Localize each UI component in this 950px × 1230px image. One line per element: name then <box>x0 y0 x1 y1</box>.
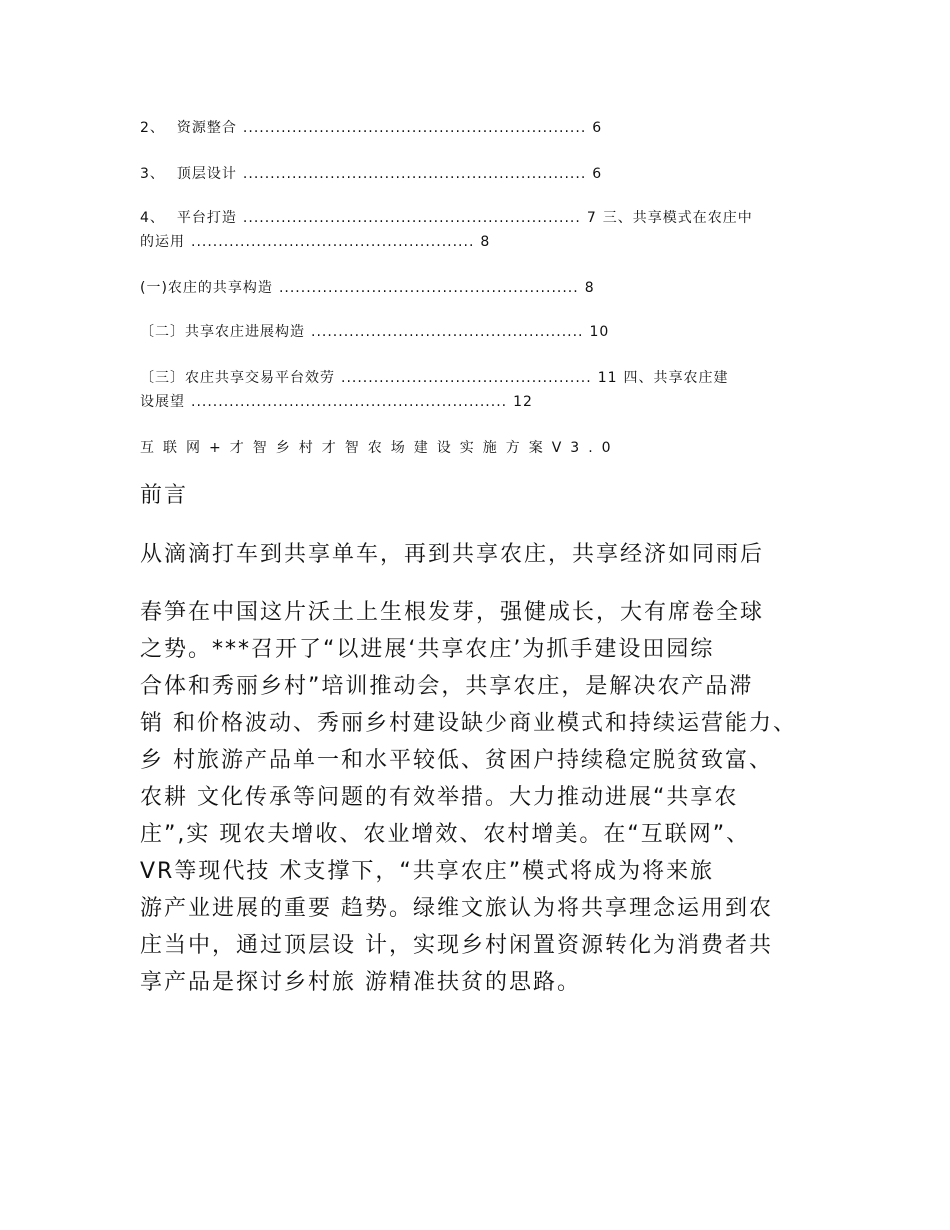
paragraph-line: 乡 村旅游产品单一和水平较低、贫困户持续稳定脱贫致富、 <box>140 748 773 773</box>
paragraph-line: VR等现代技 术支撑下，“共享农庄”模式将成为将来旅 <box>140 859 715 884</box>
toc-entry-number: 4、 <box>140 210 165 226</box>
paragraph-line: 销 和价格波动、秀丽乡村建设缺少商业模式和持续运营能力、 <box>140 711 797 736</box>
toc-entry-continuation: 三、共享模式在农庄中 <box>602 210 753 226</box>
toc-entry-page: 8 <box>480 234 491 250</box>
toc-entry-continuation: 四、共享农庄建 <box>623 370 729 386</box>
preface-first-line: 从滴滴打车到共享单车，再到共享农庄，共享经济如同雨后 <box>140 542 765 567</box>
toc-entry[interactable] <box>140 116 602 140</box>
toc-entry-number: 2、 <box>140 120 165 136</box>
toc-dot-leader: .................................................. <box>311 324 584 340</box>
toc-entry-page: 10 <box>589 324 610 340</box>
toc-entry[interactable] <box>140 206 753 230</box>
toc-entry-page: 11 <box>597 370 618 386</box>
toc-entry-page: 7 <box>586 210 597 226</box>
toc-entry[interactable] <box>140 320 609 344</box>
toc-entry-page: 12 <box>513 394 533 410</box>
toc-entry-title: 〔二〕共享农庄进展构造 <box>140 324 305 340</box>
toc-dot-leader: .................................................... <box>191 234 475 250</box>
toc-dot-leader: ....................................................... <box>278 280 579 296</box>
toc-entry-title: 设展望 <box>140 394 185 410</box>
toc-entry-page: 6 <box>592 166 603 182</box>
toc-dot-leader: ............................................................... <box>242 120 587 136</box>
paragraph-line: 之势。***召开了“以进展‘共享农庄’为抓手建设田园综 <box>140 637 715 662</box>
preface-heading: 前言 <box>140 483 189 508</box>
toc-entry-page: 6 <box>592 120 603 136</box>
toc-entry-page: 8 <box>584 280 595 296</box>
document-title: 互联网+才智乡村才智农场建设实施方案V3.0 <box>140 440 620 456</box>
toc-entry[interactable] <box>140 366 729 390</box>
paragraph-line: 庄当中，通过顶层设 计，实现乡村闲置资源转化为消费者共 <box>140 933 773 958</box>
toc-entry-number: 3、 <box>140 166 165 182</box>
toc-entry-title: 平台打造 <box>176 210 237 226</box>
paragraph-line: 享产品是探讨乡村旅 游精准扶贫的思路。 <box>140 970 581 995</box>
toc-entry[interactable] <box>140 276 595 300</box>
toc-entry-title: (一)农庄的共享构造 <box>140 280 273 296</box>
toc-entry[interactable] <box>140 390 533 414</box>
paragraph-line: 春笋在中国这片沃土上生根发芽，强健成长，大有席卷全球 <box>140 600 765 625</box>
toc-entry-title: 的运用 <box>140 234 185 250</box>
toc-entry[interactable] <box>140 230 490 254</box>
toc-entry-title: 〔三〕农庄共享交易平台效劳 <box>140 370 335 386</box>
preface-paragraph <box>140 594 830 1001</box>
paragraph-line: 合体和秀丽乡村”培训推动会，共享农庄，是解决农产品滞 <box>140 674 754 699</box>
paragraph-line: 庄”,实 现农夫增收、农业增效、农村增美。在“互联网”、 <box>140 822 751 847</box>
toc-entry-title: 顶层设计 <box>176 166 237 182</box>
toc-dot-leader: ............................................................... <box>242 166 587 182</box>
toc-dot-leader: .............................................. <box>341 370 592 386</box>
paragraph-line: 游产业进展的重要 趋势。绿维文旅认为将共享理念运用到农 <box>140 896 773 921</box>
toc-entry[interactable] <box>140 162 602 186</box>
paragraph-line: 农耕 文化传承等问题的有效举措。大力推动进展“共享农 <box>140 785 739 810</box>
toc-dot-leader: .......................................................... <box>191 394 508 410</box>
toc-entry-title: 资源整合 <box>176 120 237 136</box>
toc-dot-leader: .............................................................. <box>242 210 581 226</box>
